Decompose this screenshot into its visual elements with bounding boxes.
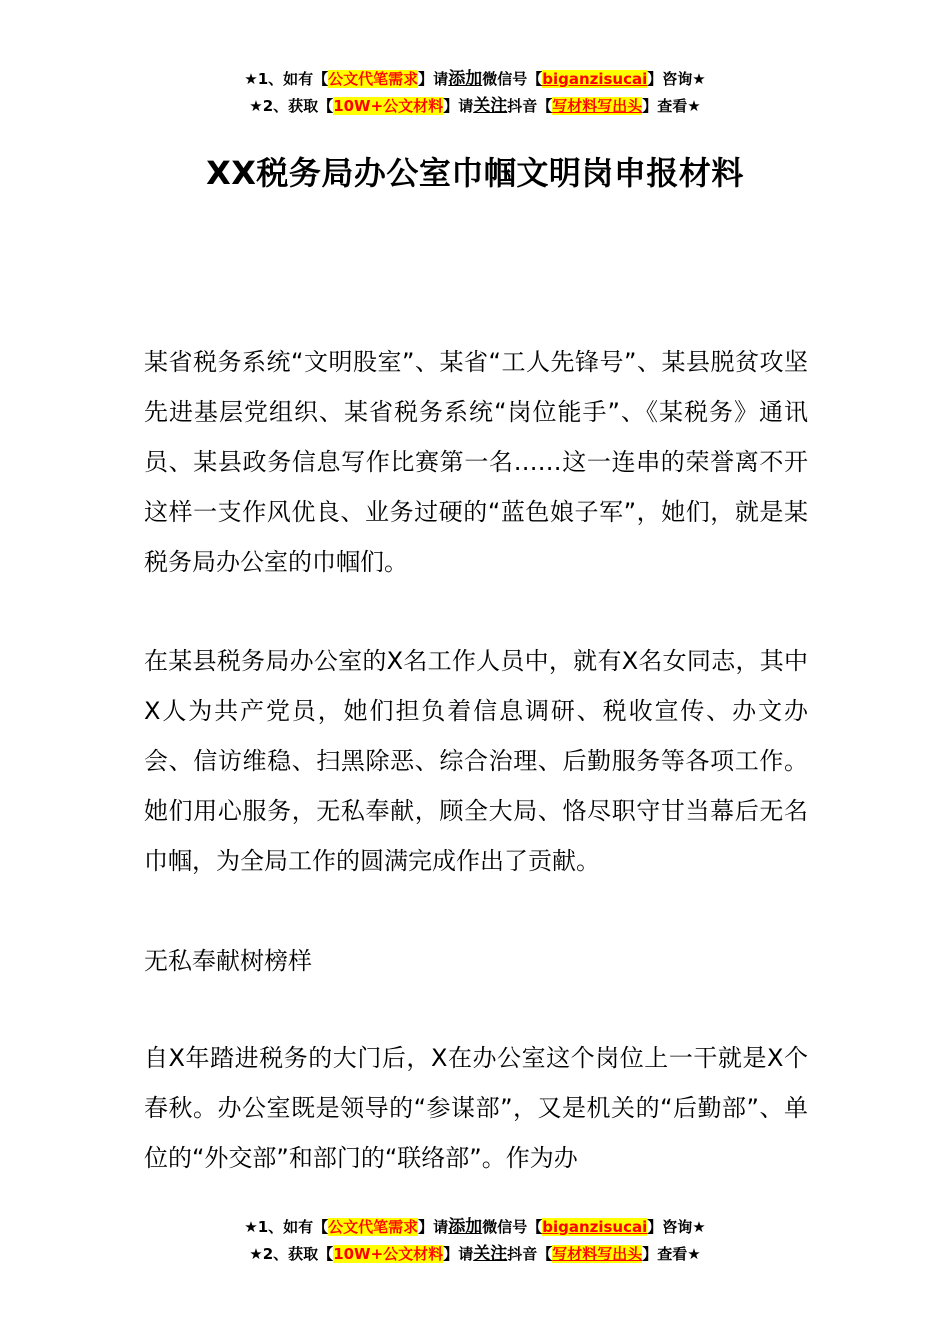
footer-banner xyxy=(0,1214,950,1268)
banner-highlight-service: 公文代笔需求 xyxy=(328,70,419,88)
banner-emphasis: 关注 xyxy=(473,96,508,116)
banner-text: 抖音【 xyxy=(507,1245,553,1263)
banner-line-2 xyxy=(0,1241,950,1268)
banner-text: 】请 xyxy=(443,97,474,115)
banner-highlight-service: 公文代笔需求 xyxy=(328,1218,419,1236)
banner-line-1 xyxy=(0,66,950,93)
banner-text: 微信号【 xyxy=(482,1218,543,1236)
document-title: XX税务局办公室巾帼文明岗申报材料 xyxy=(206,154,744,192)
header-banner xyxy=(0,66,950,120)
banner-text: ★1、如有【 xyxy=(244,1218,329,1236)
paragraph-staff: 在某县税务局办公室的X名工作人员中，就有X名女同志，其中X人为共产党员，她们担负着信息调研、税收宣传、办文办会、信访维稳、扫黑除恶、综合治理、后勤服务等各项工作。她们用心服务，无私奉献，顾全大局、恪尽职守甘当幕后无名巾帼，为全局工作的圆满完成作出了贡献。 xyxy=(144,647,808,875)
banner-text: 】咨询★ xyxy=(647,1218,706,1236)
banner-line-2 xyxy=(0,93,950,120)
banner-text: 】查看★ xyxy=(642,1245,701,1263)
banner-text: 抖音【 xyxy=(507,97,553,115)
banner-text: 】请 xyxy=(443,1245,474,1263)
banner-text: 】查看★ xyxy=(642,97,701,115)
banner-text: ★2、获取【 xyxy=(249,1245,334,1263)
section-heading: 无私奉献树榜样 xyxy=(144,947,312,975)
banner-text: 】咨询★ xyxy=(647,70,706,88)
paragraph-dedication: 自X年踏进税务的大门后，X在办公室这个岗位上一干就是X个春秋。办公室既是领导的“参谋部”，又是机关的“后勤部”、单位的“外交部”和部门的“联络部”。作为办 xyxy=(144,1044,808,1172)
banner-highlight-wechat-id: biganzisucai xyxy=(542,70,648,88)
banner-highlight-materials: 10W+公文材料 xyxy=(333,97,444,115)
banner-highlight-douyin-id: 写材料写出头 xyxy=(552,97,643,115)
banner-line-1 xyxy=(0,1214,950,1241)
banner-text: 】请 xyxy=(418,1218,449,1236)
banner-text: 】请 xyxy=(418,70,449,88)
banner-text: ★2、获取【 xyxy=(249,97,334,115)
banner-highlight-douyin-id: 写材料写出头 xyxy=(552,1245,643,1263)
paragraph-honors: 某省税务系统“文明股室”、某省“工人先锋号”、某县脱贫攻坚先进基层党组织、某省税务系统“岗位能手”、《某税务》通讯员、某县政务信息写作比赛第一名……这一连串的荣誉离不开这样一支作风优良、业务过硬的“蓝色娘子军”，她们，就是某税务局办公室的巾帼们。 xyxy=(144,348,808,576)
banner-highlight-materials: 10W+公文材料 xyxy=(333,1245,444,1263)
banner-highlight-wechat-id: biganzisucai xyxy=(542,1218,648,1236)
banner-emphasis: 添加 xyxy=(448,1217,483,1237)
banner-text: ★1、如有【 xyxy=(244,70,329,88)
banner-emphasis: 关注 xyxy=(473,1244,508,1264)
banner-emphasis: 添加 xyxy=(448,69,483,89)
banner-text: 微信号【 xyxy=(482,70,543,88)
